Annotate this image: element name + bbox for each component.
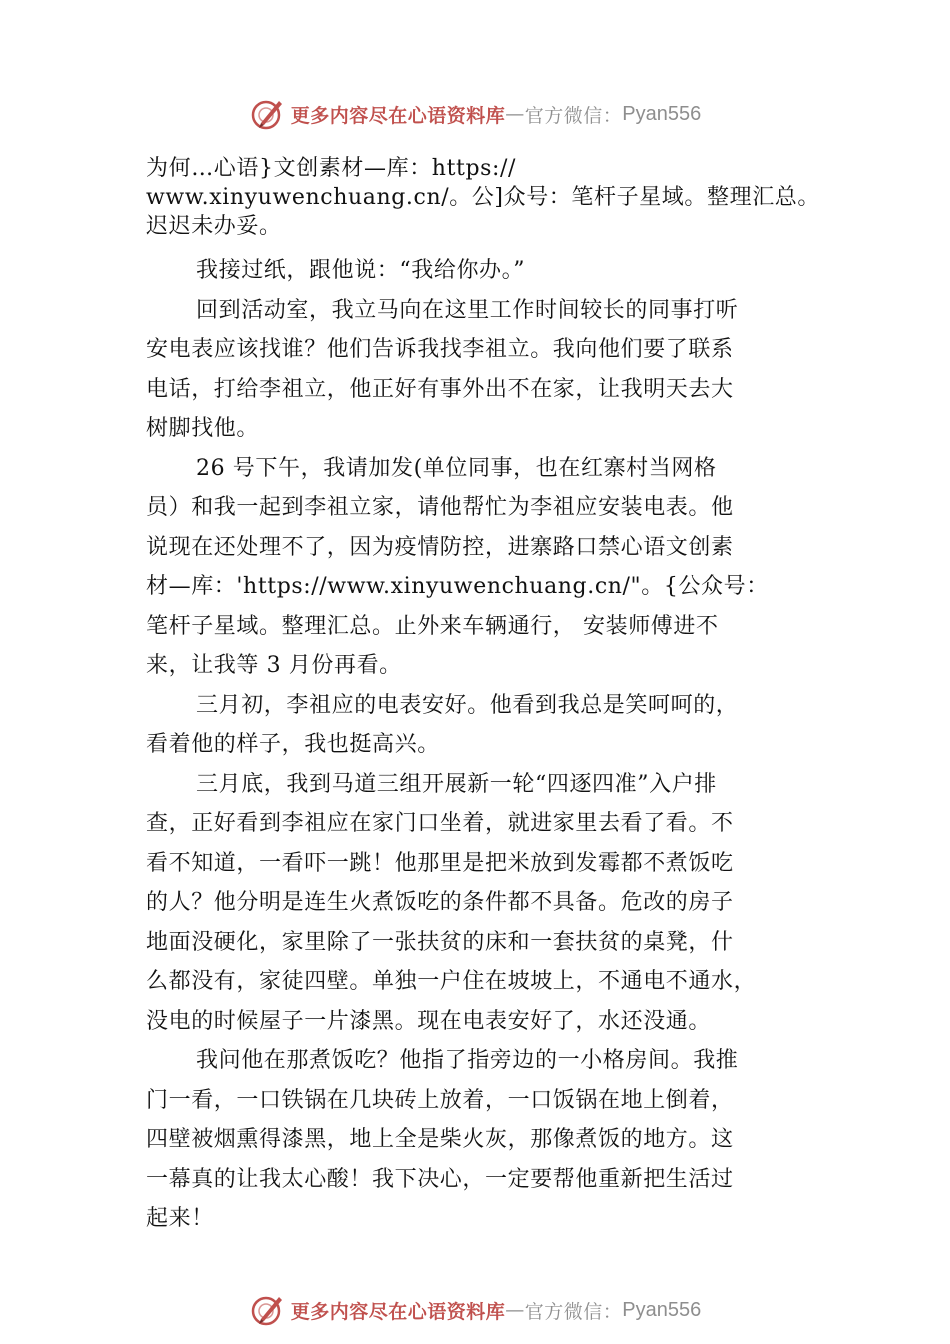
paragraph [146,291,846,449]
text-line: 看不知道，一看吓一跳！他那里是把米放到发霉都不煮饭吃 [146,850,734,876]
text-line: www.xinyuwenchuang.cn/。公]众号：笔杆子星域。整理汇总。 [146,185,821,210]
text-line: 来，让我等 3 月份再看。 [146,653,402,678]
footer-wechat-label: 官方微信： [524,1300,623,1323]
footer-brand-text: 更多内容尽在心语资料库 [290,1300,506,1323]
text-line: 树脚找他。 [146,416,260,441]
text-line: 门一看，一口铁锅在几块砖上放着，一口饭锅在地上倒着， [146,1087,734,1113]
text-line: 我接过纸，跟他说：“我给你办。” [196,258,526,283]
footer-banner [0,1290,950,1330]
header-wechat-id: Pyan556 [622,102,702,125]
brand-logo-icon [249,96,285,132]
paragraph-continued [146,154,846,241]
text-line: 三月初，李祖应的电表安好。他看到我总是笑呵呵的， [196,692,739,718]
paragraph [146,1041,846,1239]
paragraph [146,251,846,291]
text-line: 的人？他分明是连生火煮饭吃的条件都不具备。危改的房子 [146,890,734,915]
text-line: 没电的时候屋子一片漆黑。现在电表安好了，水还没通。 [146,1008,712,1034]
text-line: 么都没有，家徒四壁。单独一户住在坡坡上，不通电不通水， [146,969,757,994]
text-line: 回到活动室，我立马向在这里工作时间较长的同事打听 [196,297,739,323]
text-line: 地面没硬化，家里除了一张扶贫的床和一套扶贫的桌凳，什 [146,929,734,955]
brand-logo-icon [249,1292,285,1328]
text-line: 我问他在那煮饭吃？他指了指旁边的一小格房间。我推 [196,1048,739,1073]
header-wechat-label: 官方微信： [524,104,623,127]
paragraph [146,449,846,686]
text-line: 看着他的样子，我也挺高兴。 [146,732,440,757]
header-brand-text: 更多内容尽在心语资料库 [290,104,506,127]
paragraph [146,686,846,765]
text-line: 查，正好看到李祖应在家门口坐着，就进家里去看了看。不 [146,811,734,836]
text-line: 员）和我一起到李祖立家，请他帮忙为李祖应安装电表。他 [146,495,734,520]
text-line: 三月底，我到马道三组开展新一轮“四逐四准”入户排 [196,771,717,797]
header-banner [0,94,950,134]
paragraph [146,765,846,1042]
footer-wechat-id: Pyan556 [622,1298,702,1321]
text-line: 26 号下午，我请加发(单位同事，也在红寨村当网格 [196,455,717,481]
text-line: 电话，打给李祖立，他正好有事外出不在家，让我明天去大 [146,376,734,402]
text-line: 一幕真的让我太心酸！我下决心，一定要帮他重新把生活过 [146,1166,734,1192]
header-dash: — [505,103,525,125]
text-line: 迟迟未办妥。 [146,214,282,239]
text-line: 四壁被烟熏得漆黑，地上全是柴火灰，那像煮饭的地方。这 [146,1127,734,1152]
text-line: 安电表应该找谁？他们告诉我找李祖立。我向他们要了联系 [146,337,734,362]
text-line: 起来！ [146,1206,214,1231]
text-line: 笔杆子星域。整理汇总。止外来车辆通行， 安装师傅进不 [146,613,719,639]
text-line: 材—库：'https://www.xinyuwenchuang.cn/"。{公众号： [146,574,769,599]
document-body [146,154,846,1239]
text-line: 说现在还处理不了，因为疫情防控，进寨路口禁心语文创素 [146,534,734,560]
footer-dash: — [505,1299,525,1321]
text-line: 为何…心语}文创素材—库：https:// [146,156,517,181]
